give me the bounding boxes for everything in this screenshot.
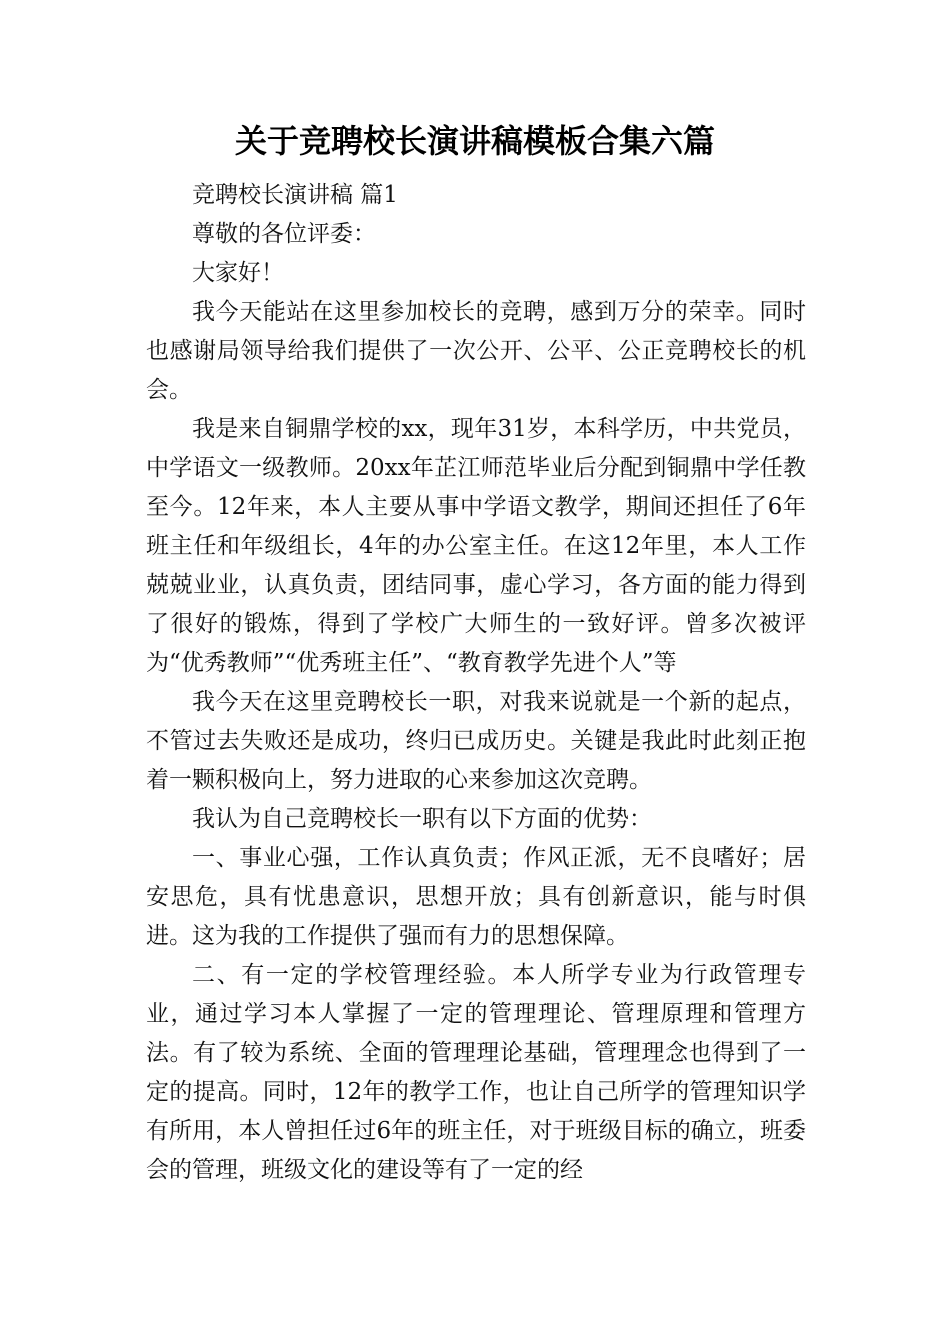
document-title: 关于竞聘校长演讲稿模板合集六篇 bbox=[234, 122, 715, 160]
greeting: 大家好！ bbox=[192, 260, 284, 286]
body-paragraph: 我认为自己竞聘校长一职有以下方面的优势： bbox=[192, 806, 652, 832]
body-paragraph: 一、事业心强，工作认真负责；作风正派，无不良嗜好；居安思危，具有忧患意识，思想开放；具有创新意识，能与时俱进。这为我的工作提供了强而有力的思想保障。 bbox=[146, 845, 806, 949]
document-body bbox=[146, 176, 806, 1190]
body-paragraph: 我今天在这里竞聘校长一职，对我来说就是一个新的起点，不管过去失败还是成功，终归已成历史。关键是我此时此刻正抱着一颗积极向上，努力进取的心来参加这次竞聘。 bbox=[146, 689, 806, 793]
salutation: 尊敬的各位评委： bbox=[192, 221, 376, 247]
body-paragraph: 二、有一定的学校管理经验。本人所学专业为行政管理专业，通过学习本人掌握了一定的管理理论、管理原理和管理方法。有了较为系统、全面的管理理论基础，管理理念也得到了一定的提高。同时，12年的教学工作，也让自己所学的管理知识学有所用，本人曾担任过6年的班主任，对于班级目标的确立，班委会的管理，班级文化的建设等有了一定的经 bbox=[146, 962, 806, 1183]
section-heading: 竞聘校长演讲稿 篇1 bbox=[192, 182, 398, 208]
body-paragraph: 我是来自铜鼎学校的xx，现年31岁，本科学历，中共党员，中学语文一级教师。20xx年芷江师范毕业后分配到铜鼎中学任教至今。12年来，本人主要从事中学语文教学，期间还担任了6年班主任和年级组长，4年的办公室主任。在这12年里，本人工作兢兢业业，认真负责，团结同事，虚心学习，各方面的能力得到了很好的锻炼，得到了学校广大师生的一致好评。曾多次被评为“优秀教师”“优秀班主任”、“教育教学先进个人”等 bbox=[146, 416, 806, 676]
body-paragraph: 我今天能站在这里参加校长的竞聘，感到万分的荣幸。同时也感谢局领导给我们提供了一次公开、公平、公正竞聘校长的机会。 bbox=[146, 299, 806, 403]
